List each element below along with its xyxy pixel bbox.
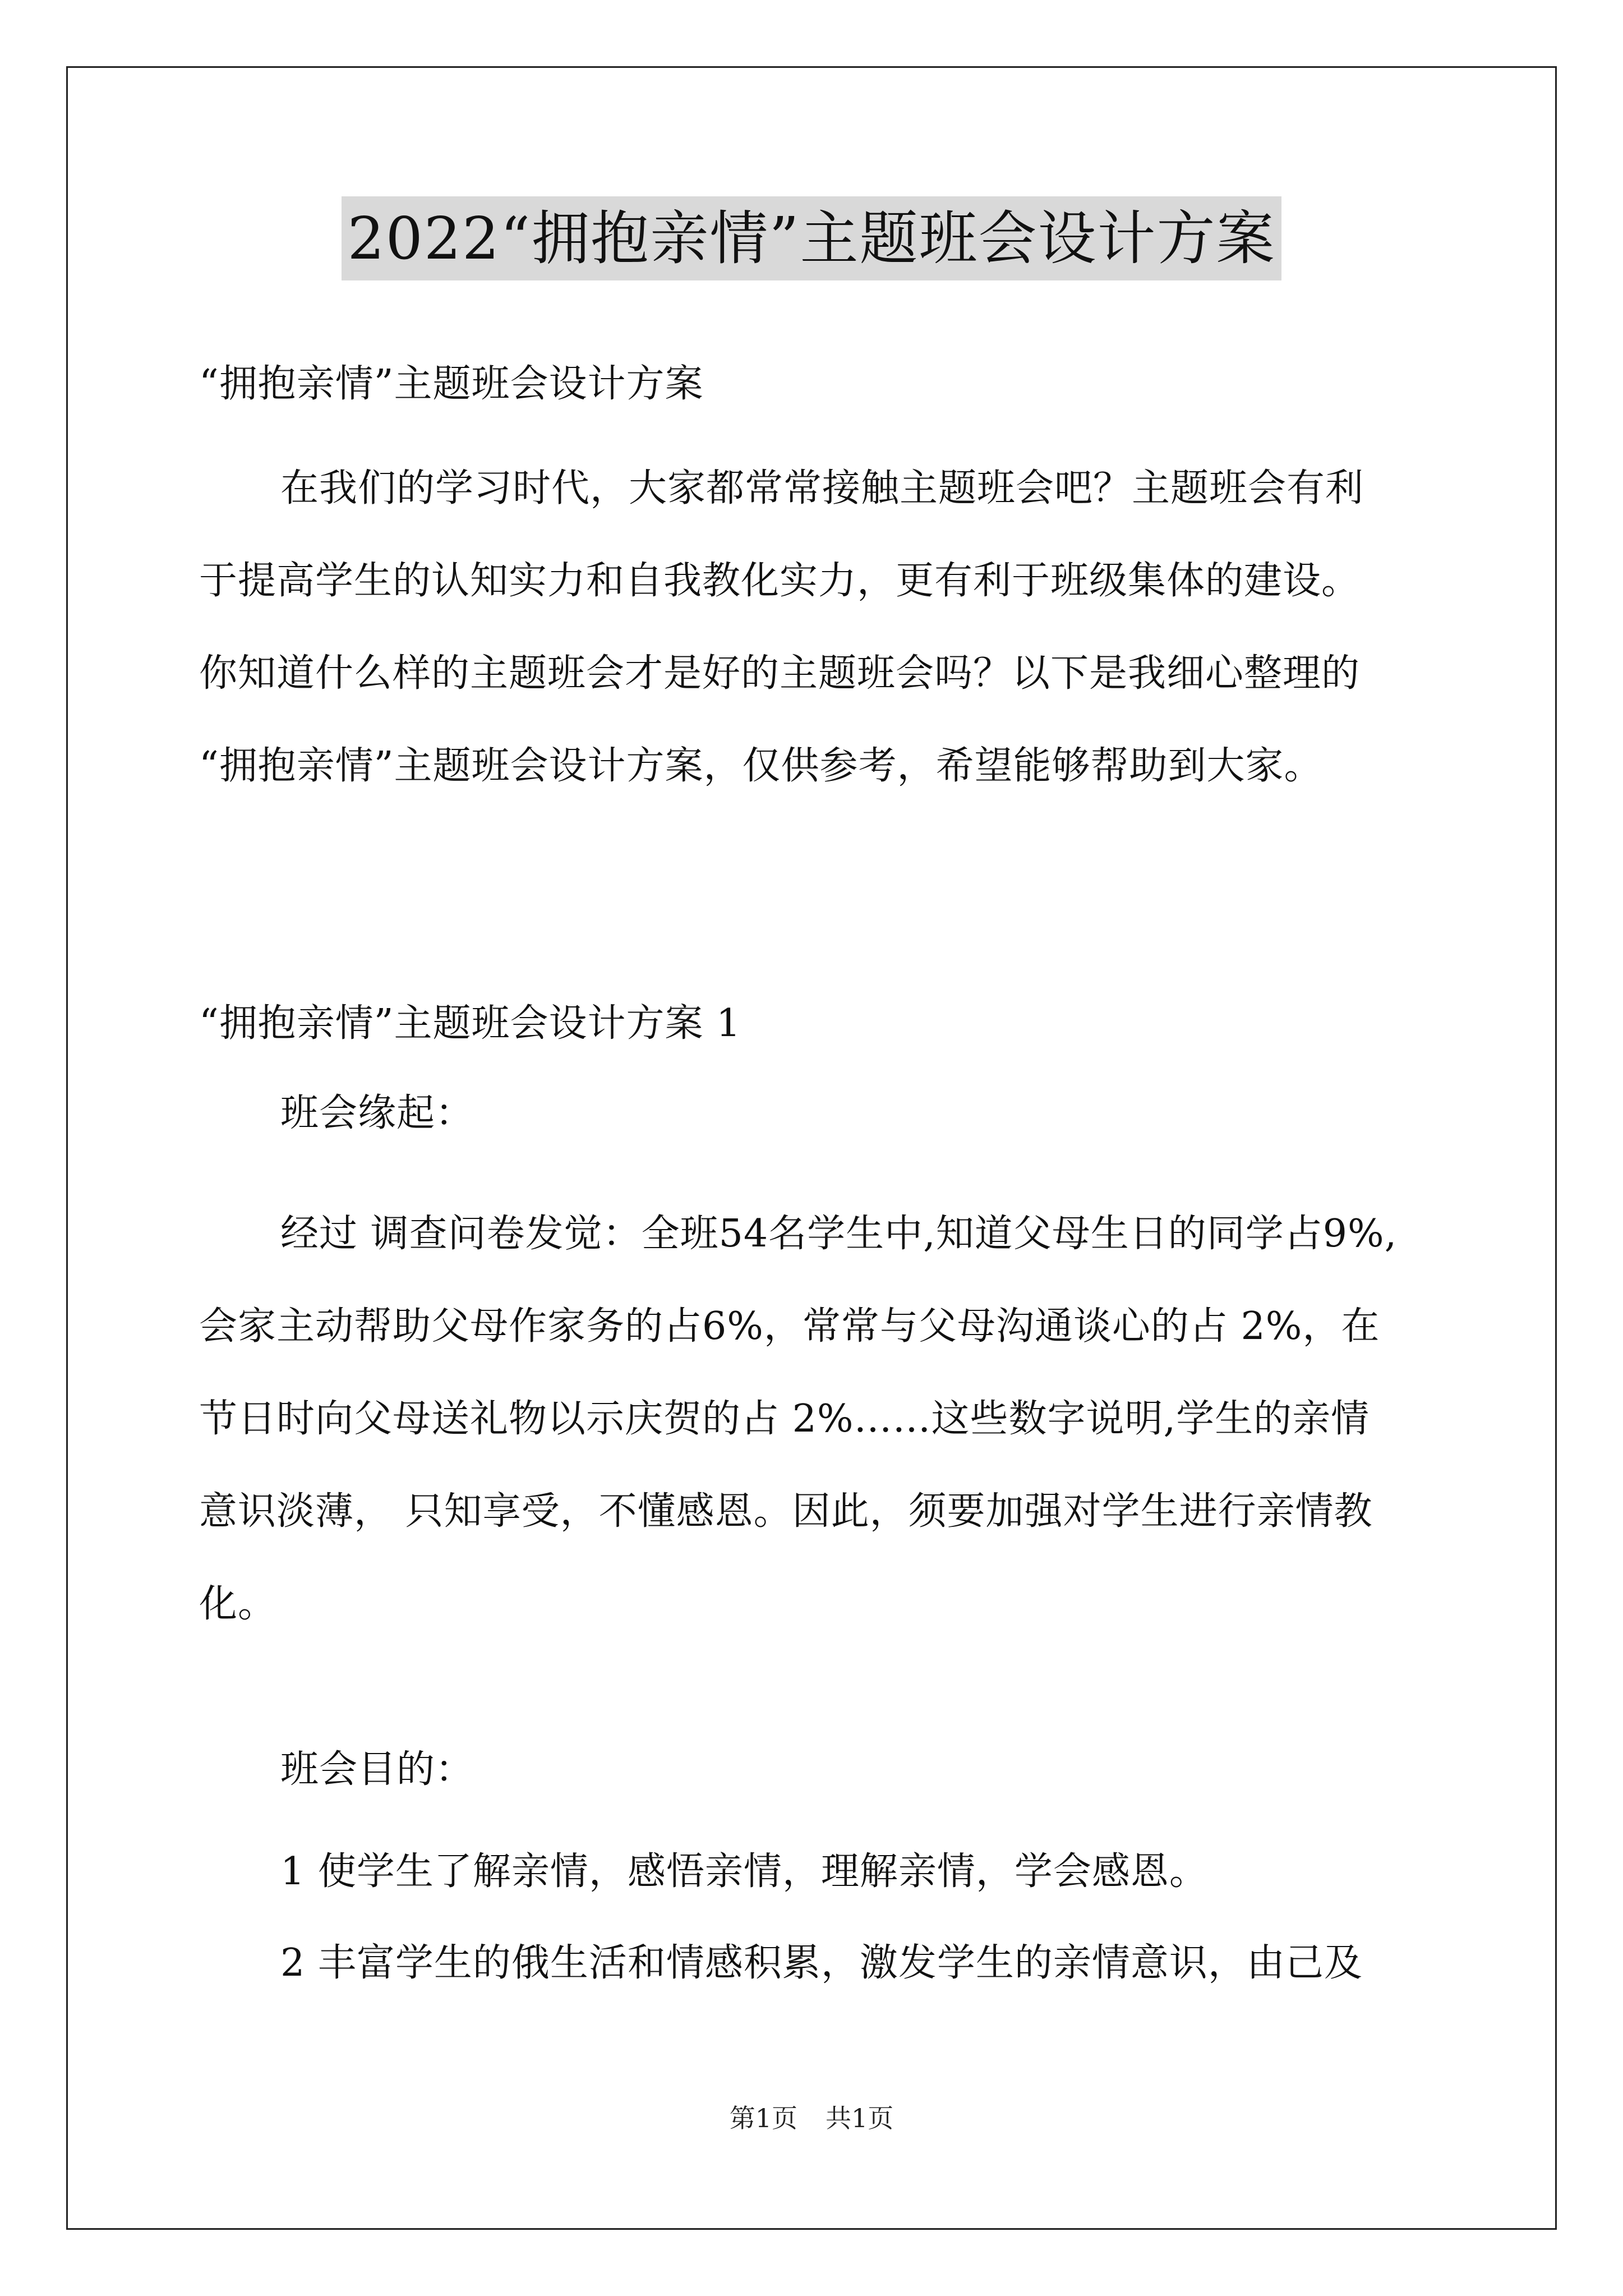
section-title: “拥抱亲情”主题班会设计方案 1 (199, 1001, 741, 1046)
origin-line: 节日时向父母送礼物以示庆贺的占 2%……这些数字说明,学生的亲情 (199, 1397, 1370, 1441)
goal-heading: 班会目的： (280, 1747, 474, 1792)
goal-item-1: 1 使学生了解亲情，感悟亲情，理解亲情，学会感恩。 (280, 1849, 1208, 1894)
origin-paragraph-continued (199, 1280, 1433, 1650)
intro-line: 你知道什么样的主题班会才是好的主题班会吗？以下是我细心整理的 (199, 651, 1361, 696)
origin-line: 会家主动帮助父母作家务的占6%，常常与父母沟通谈心的占 2%，在 (199, 1304, 1380, 1349)
intro-paragraph-continued (199, 535, 1433, 812)
page-number: 第1页 (729, 2103, 797, 2133)
title-wrap (0, 196, 1623, 280)
page-footer (0, 2098, 1623, 2135)
intro-line: 在我们的学习时代，大家都常常接触主题班会吧？主题班会有利 (280, 466, 1364, 510)
origin-heading: 班会缘起： (280, 1091, 474, 1135)
origin-line: 经过 调查问卷发觉：全班54名学生中,知道父母生日的同学占9%, (280, 1212, 1398, 1256)
origin-line: 化。 (199, 1582, 277, 1626)
goal-item-2: 2 丰富学生的俄生活和情感积累，激发学生的亲情意识，由己及 (280, 1941, 1363, 1985)
origin-line: 意识淡薄， 只知享受，不懂感恩。因此，须要加强对学生进行亲情教 (199, 1489, 1373, 1534)
intro-line: 于提高学生的认知实力和自我教化实力，更有利于班级集体的建设。 (199, 559, 1361, 603)
intro-line: “拥抱亲情”主题班会设计方案，仅供参考，希望能够帮助到大家。 (199, 744, 1323, 788)
document-title: 2022“拥抱亲情”主题班会设计方案 (342, 196, 1281, 280)
subtitle: “拥抱亲情”主题班会设计方案 (199, 362, 704, 406)
intro-paragraph (199, 442, 1433, 535)
origin-paragraph (199, 1188, 1433, 1280)
page-total: 共1页 (826, 2103, 894, 2133)
